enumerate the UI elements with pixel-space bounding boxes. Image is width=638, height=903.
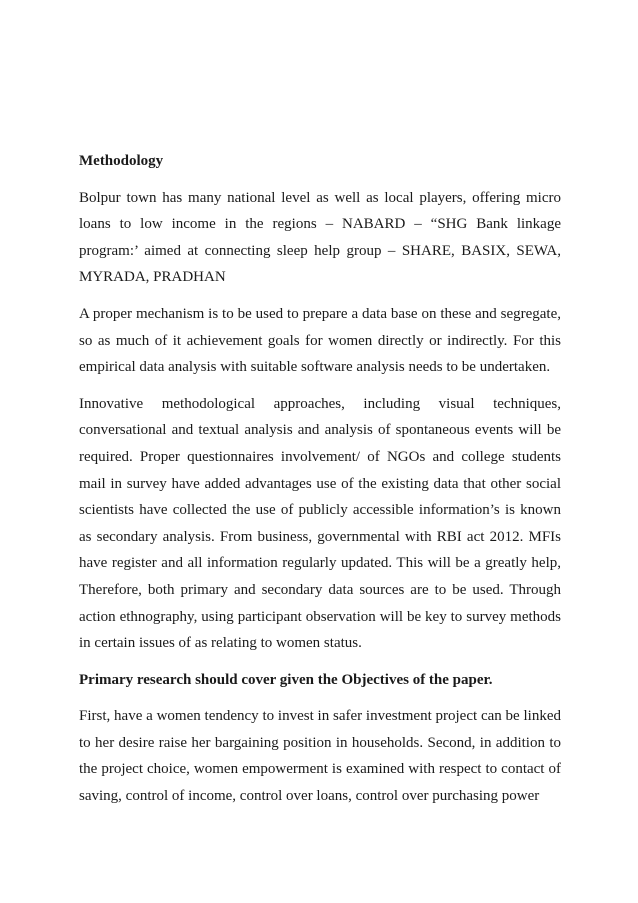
subsection-heading: Primary research should cover given the Objectives of the paper.	[79, 671, 493, 688]
section-heading: Methodology	[79, 153, 164, 169]
paragraph: First, have a women tendency to invest in safer investment project can be linked to her desire raise her bargaining position in households. Second, in addition to the project choice, women empowerment is examined with respect to contact of saving, control of income, control over loans, control over purchasing power	[79, 708, 561, 805]
document-body	[79, 148, 561, 820]
paragraph: Innovative methodological approaches, including visual techniques, conversational and textual analysis and analysis of spontaneous events will be required. Proper questionnaires involvement/ of NGOs and college students mail in survey have added advantages use of the existing data that other social scientists have collected the use of publicly accessible information’s is known as secondary analysis. From business, governmental with RBI act 2012. MFIs have register and all information regularly updated. This will be a greatly help, Therefore, both primary and secondary data sources are to be used. Through action ethnography, using participant observation will be key to survey methods in certain issues of as relating to women status.	[79, 395, 561, 652]
paragraph: Bolpur town has many national level as well as local players, offering micro loans to low income in the regions – NABARD – “SHG Bank linkage program:’ aimed at connecting sleep help group – SHARE, BASIX, SEWA, MYRADA, PRADHAN	[79, 189, 561, 286]
paragraph: A proper mechanism is to be used to prepare a data base on these and segregate, so as much of it achievement goals for women directly or indirectly. For this empirical data analysis with suitable software analysis needs to be undertaken.	[79, 305, 561, 376]
